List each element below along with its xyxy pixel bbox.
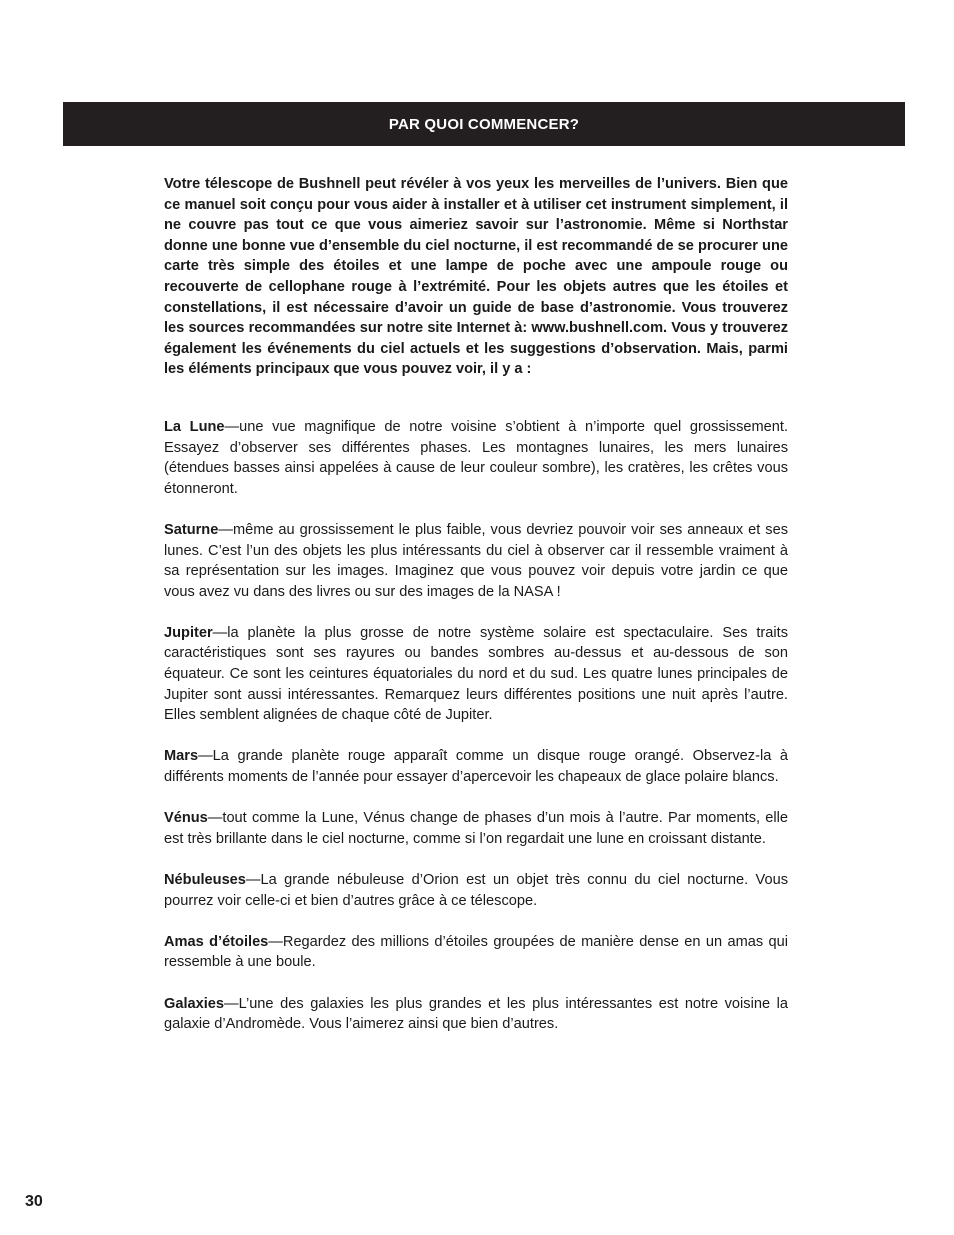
entry-term: Saturne bbox=[164, 521, 219, 538]
entry-description: —La grande planète rouge apparaît comme un disque rouge orangé. Observez-la à différents moments de l’année pour essayer d’apercevoir les chapeaux de glace polaire blancs. bbox=[164, 748, 788, 786]
entry-term: Nébuleuses bbox=[164, 872, 246, 888]
entry-galaxies bbox=[164, 994, 788, 1035]
entry-term: Vénus bbox=[164, 810, 208, 827]
entry-amas-etoiles bbox=[164, 932, 788, 973]
entry-jupiter bbox=[164, 623, 788, 726]
entry-description: —une vue magnifique de notre voisine s’obtient à n’importe quel grossissement. Essayez d’observer ses différentes phases. Les montagnes lunaires, les mers lunaires (étendues basses ainsi appelées à cause de leur couleur sombre), les cratères, les crêtes vous étonneront. bbox=[164, 418, 788, 497]
section-title: PAR QUOI COMMENCER? bbox=[388, 115, 580, 133]
entry-description: —Regardez des millions d’étoiles groupées de manière dense en un amas qui ressemble à une boule. bbox=[164, 933, 788, 971]
entry-la-lune bbox=[164, 417, 788, 499]
section-header-bar bbox=[63, 102, 905, 146]
entry-description: —La grande nébuleuse d’Orion est un objet très connu du ciel nocturne. Vous pourrez voir celle-ci et bien d’autres grâce à ce télescope. bbox=[164, 872, 788, 909]
entry-description: —même au grossissement le plus faible, vous devriez pouvoir voir ses anneaux et ses lunes. C’est l’un des objets les plus intéressants du ciel à observer car il ressemble vraiment à sa représentation sur les images. Imaginez que vous pouvez voir depuis votre jardin ce que vous avez vu dans des livres ou sur des images de la NASA ! bbox=[164, 521, 788, 600]
intro-paragraph: Votre télescope de Bushnell peut révéler à vos yeux les merveilles de l’univers. Bien que ce manuel soit conçu pour vous aider à installer et à utiliser cet instrument simplement, il ne couvre pas tout ce que vous aimeriez savoir sur l’astronomie. Même si Northstar donne une bonne vue d’ensemble du ciel nocturne, il est recommandé de se procurer une carte très simple des étoiles et une lampe de poche avec une ampoule rouge ou recouverte de cellophane rouge à l’extrémité. Pour les objets autres que les étoiles et constellations, il est nécessaire d’avoir un guide de base d’astronomie. Vous trouverez les sources recommandées sur notre site Internet à: www.bushnell.com. Vous y trouverez également les événements du ciel actuels et les suggestions d’observation. Mais, parmi les éléments principaux que vous pouvez voir, il y a : bbox=[164, 176, 788, 378]
entry-description: —tout comme la Lune, Vénus change de phases d’un mois à l’autre. Par moments, elle est très brillante dans le ciel nocturne, comme si l’on regardait une lune en croissant distante. bbox=[164, 810, 788, 847]
main-content bbox=[164, 174, 788, 1055]
entry-term: Jupiter bbox=[164, 624, 213, 641]
entry-mars bbox=[164, 746, 788, 787]
entry-term: Galaxies bbox=[164, 995, 225, 1012]
entry-venus bbox=[164, 808, 788, 849]
entry-saturne bbox=[164, 520, 788, 602]
entry-term: Amas d’étoiles bbox=[164, 933, 269, 950]
entry-nebuleuses bbox=[164, 870, 788, 911]
entry-term: Mars bbox=[164, 748, 199, 765]
entry-term: La Lune bbox=[164, 418, 225, 435]
entry-description: —L’une des galaxies les plus grandes et les plus intéressantes est notre voisine la galaxie d’Andromède. Vous l’aimerez ainsi que bien d’autres. bbox=[164, 995, 788, 1033]
entry-description: —la planète la plus grosse de notre système solaire est spectaculaire. Ses traits caractéristiques sont ses rayures ou bandes sombres au-dessus et au-dessous de son équateur. Ce sont les ceintures équatoriales du nord et du sud. Les quatre lunes principales de Jupiter sont aussi intéressantes. Remarquez leurs différentes positions une nuit après l’autre. Elles semblent alignées de chaque côté de Jupiter. bbox=[164, 624, 788, 724]
page-number: 30 bbox=[25, 1193, 43, 1210]
